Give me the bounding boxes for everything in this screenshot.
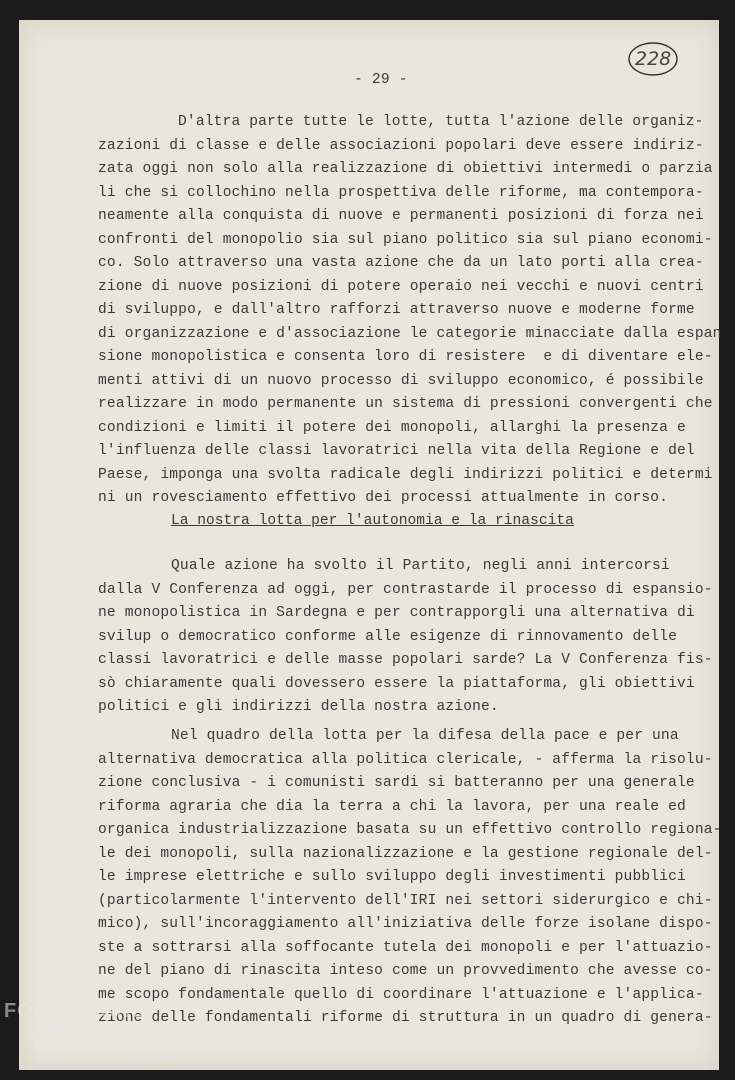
text-line: l'influenza delle classi lavoratrici nella vita della Regione e del <box>98 443 695 459</box>
fondazione-gramsci-watermark <box>4 998 194 1080</box>
text-line: svilup o democratico conforme alle esigenze di rinnovamento delle <box>98 628 677 645</box>
text-line: zione conclusiva - i comunisti sardi si batteranno per una generale <box>98 775 695 791</box>
text-line: ne monopolistica in Sardegna e per contrapporgli una alternativa di <box>98 605 695 621</box>
text-line: sione monopolistica e consenta loro di resistere e di diventare ele- <box>98 349 713 365</box>
text-line: zata oggi non solo alla realizzazione di obiettivi intermedi o parzia <box>98 161 713 177</box>
text-line: menti attivi di un nuovo processo di sviluppo economico, é possibile <box>98 372 704 389</box>
text-line: neamente alla conquista di nuove e permanenti posizioni di forza nei <box>98 208 704 224</box>
text-line: D'altra parte tutte le lotte, tutta l'azione delle organiz- <box>178 114 704 130</box>
text-line: classi lavoratrici e delle masse popolari sarde? La V Conferenza fis- <box>98 652 713 668</box>
archive-stamp <box>627 40 679 78</box>
text-line: (particolarmente l'intervento dell'IRI nei settori siderurgico e chi- <box>98 892 713 909</box>
text-line: politici e gli indirizzi della nostra azione. <box>98 699 499 715</box>
text-line: ste a sottrarsi alla soffocante tutela dei monopoli e per l'attuazio- <box>98 939 713 956</box>
watermark-line1: FONDAZIONE <box>4 1000 147 1022</box>
text-line: le imprese elettriche e sullo sviluppo degli investimenti pubblici <box>98 869 686 885</box>
text-line: condizioni e limiti il potere dei monopoli, allarghi la presenza e <box>98 419 686 436</box>
text-line: zazioni di classe e delle associazioni popolari deve essere indiriz- <box>98 137 704 154</box>
text-line: co. Solo attraverso una vasta azione che da un lato porti alla crea- <box>98 255 704 271</box>
section-heading: La nostra lotta per l'autonomia e la rinascita <box>171 513 574 529</box>
document-page <box>19 20 722 1070</box>
text-line: di organizzazione e d'associazione le categorie minacciate dalla espan <box>98 325 722 342</box>
text-line: ne del piano di rinascita inteso come un provvedimento che avesse co- <box>98 963 713 979</box>
watermark-onlus: onlus <box>154 1050 176 1060</box>
text-line: organica industrializzazione basata su un effettivo controllo regiona- <box>98 822 722 838</box>
text-line: realizzare in modo permanente un sistema di pressioni convergenti che <box>98 396 713 412</box>
text-line: Paese, imponga una svolta radicale degli indirizzi politici e determi <box>98 466 713 483</box>
text-line: zione delle fondamentali riforme di struttura in un quadro di genera- <box>98 1010 713 1026</box>
text-line: riforma agraria che dia la terra a chi la lavora, per una reale ed <box>98 798 686 815</box>
text-line: li che si collochino nella prospettiva delle riforme, ma contempora- <box>98 184 704 201</box>
text-line: le dei monopoli, sulla nazionalizzazione e la gestione regionale del- <box>98 845 713 862</box>
archive-number: 228 <box>635 48 672 70</box>
text-line: dalla V Conferenza ad oggi, per contrastarde il processo di espansio- <box>98 581 713 598</box>
text-line: mico), sull'incoraggiamento all'iniziativa delle forze isolane dispo- <box>98 916 713 932</box>
text-line: di sviluppo, e dall'altro rafforzi attraverso nuove e moderne forme <box>98 302 695 318</box>
text-line: Nel quadro della lotta per la difesa della pace e per una <box>171 728 679 744</box>
text-line: ni un rovesciamento effettivo dei processi attualmente in corso. <box>98 490 669 506</box>
text-line: alternativa democratica alla politica clericale, - afferma la risolu- <box>98 751 713 768</box>
text-line: zione di nuove posizioni di potere operaio nei vecchi e nuovi centri <box>98 278 704 295</box>
text-line: sò chiaramente quali dovessero essere la piattaforma, gli obiettivi <box>98 675 695 692</box>
text-line: me scopo fondamentale quello di coordinare l'attuazione e l'applica- <box>98 986 704 1003</box>
watermark-line2: RAMSCI <box>52 1020 137 1042</box>
page-number: - 29 - <box>354 72 408 88</box>
text-line: confronti del monopolio sia sul piano politico sia sul piano economi- <box>98 231 713 248</box>
text-line: Quale azione ha svolto il Partito, negli anni intercorsi <box>171 558 670 574</box>
